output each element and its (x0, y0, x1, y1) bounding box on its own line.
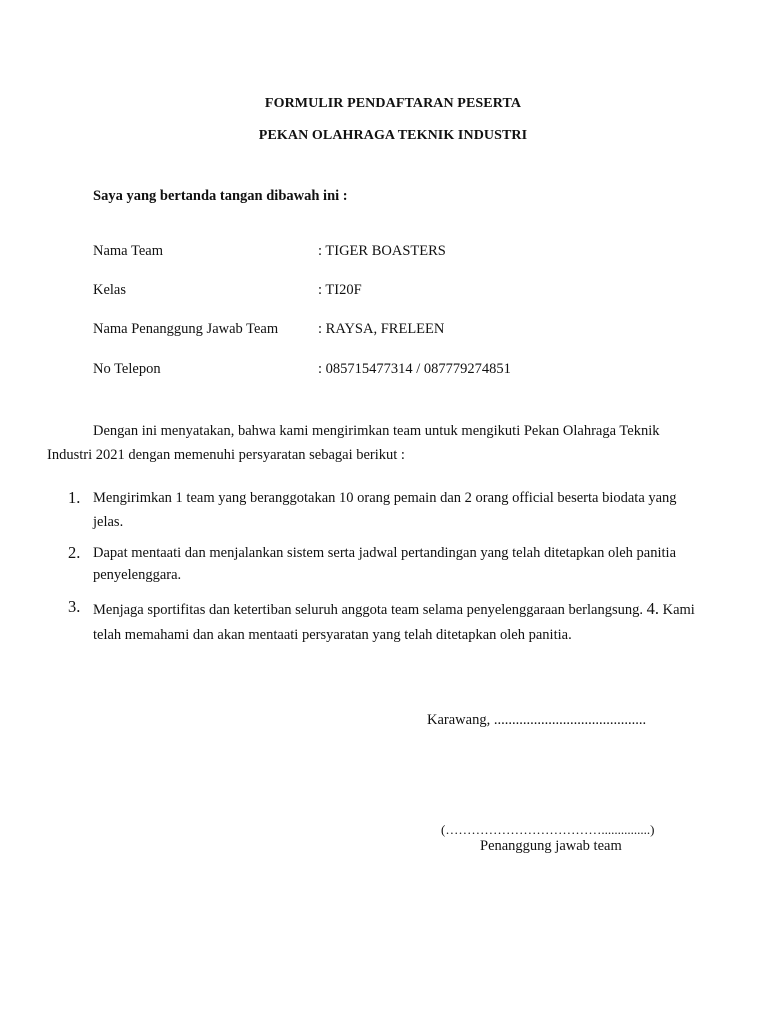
requirement-3-text: Menjaga sportifitas dan ketertiban seluruh anggota team selama penyelenggaraan berlangsung. (93, 602, 643, 618)
form-title: FORMULIR PENDAFTARAN PESERTA (264, 96, 522, 111)
requirement-3-line-1 (93, 599, 695, 619)
requirement-4-start: Kami (662, 602, 695, 618)
field-value-class: : TI20F (318, 282, 362, 298)
requirement-2-line-1: Dapat mentaati dan menjalankan sistem serta jadwal pertandingan yang telah ditetapkan oleh panitia (93, 545, 677, 561)
requirement-number-3: 3. (68, 597, 81, 616)
place-date-line: Karawang, .......................................... (427, 712, 647, 728)
intro-text: Saya yang bertanda tangan dibawah ini : (93, 188, 348, 204)
statement-line-1: Dengan ini menyatakan, bahwa kami mengirimkan team untuk mengikuti Pekan Olahraga Teknik (93, 423, 660, 439)
signature-role: Penanggung jawab team (480, 838, 622, 854)
field-value-team-lead: : RAYSA, FRELEEN (318, 321, 445, 337)
requirement-2-line-2: penyelenggara. (93, 567, 182, 583)
requirement-number-2: 2. (68, 543, 81, 562)
form-subtitle: PEKAN OLAHRAGA TEKNIK INDUSTRI (258, 128, 528, 143)
field-label-class: Kelas (93, 282, 127, 298)
requirement-number-4: 4. (646, 599, 659, 618)
field-label-phone: No Telepon (93, 361, 161, 377)
signature-name-line: (………………………………...............) (441, 822, 655, 837)
field-label-team-name: Nama Team (93, 243, 163, 259)
requirement-number-1: 1. (68, 488, 81, 507)
field-value-team-name: : TIGER BOASTERS (318, 243, 446, 259)
statement-line-2: Industri 2021 dengan memenuhi persyaratan sebagai berikut : (47, 447, 405, 463)
field-value-phone: : 085715477314 / 087779274851 (318, 361, 511, 377)
requirement-4-line: telah memahami dan akan mentaati persyaratan yang telah ditetapkan oleh panitia. (93, 627, 572, 643)
requirement-1-line-1: Mengirimkan 1 team yang beranggotakan 10 orang pemain dan 2 orang official beserta biodata yang (93, 490, 677, 506)
requirement-1-line-2: jelas. (93, 514, 124, 530)
field-label-team-lead: Nama Penanggung Jawab Team (93, 321, 279, 337)
